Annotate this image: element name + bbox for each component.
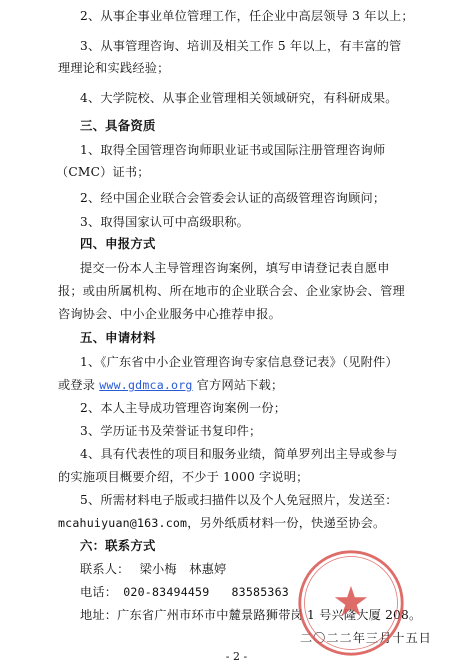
issue-date: 二〇二二年三月十五日	[300, 631, 432, 645]
paragraph-line: 3、取得国家认可中高级职称。	[80, 215, 249, 229]
website-suffix: 官方网站下载；	[192, 378, 284, 392]
paragraph-line: 3、从事管理咨询、培训及相关工作 5 年以上，有丰富的管	[80, 39, 402, 53]
website-link[interactable]: www.gdmca.org	[99, 378, 193, 392]
paragraph-line: 4、大学院校、从事企业管理相关领域研究，有科研成果。	[80, 91, 398, 105]
website-prefix: 或登录	[58, 378, 100, 392]
paragraph-line: 2、经中国企业联合会管委会认证的高级管理咨询顾问；	[80, 191, 386, 205]
paragraph-line: 1、取得全国管理咨询师职业证书或国际注册管理咨询师	[80, 143, 386, 157]
paragraph-line: 3、学历证书及荣誉证书复印件；	[80, 424, 262, 438]
contact-person-names: 梁小梅 林惠婷	[139, 562, 227, 576]
paragraph-line: 咨询协会、中小企业服务中心推荐申报。	[58, 307, 281, 321]
paragraph-line: 理理论和实践经验；	[58, 61, 170, 75]
paragraph-line: 提交一份本人主导管理咨询案例，填写申请登记表自愿申	[80, 261, 390, 275]
paragraph-line: 2、从事企事业单位管理工作，任企业中高层领导 3 年以上；	[80, 9, 414, 23]
paragraph-line: 5、所需材料电子版或扫描件以及个人免冠照片，发送至：	[80, 493, 398, 507]
phone-number-1[interactable]: 020-83494459	[123, 585, 210, 599]
phone-number-2[interactable]: 83585363	[231, 585, 289, 599]
phone-line	[80, 584, 289, 600]
section-heading: 四、申报方式	[80, 236, 156, 251]
page-number: - 2 -	[225, 650, 248, 663]
section-heading: 五、申请材料	[80, 330, 156, 345]
section-heading: 三、具备资质	[80, 118, 156, 133]
paragraph-line: 的实施项目概要介绍，不少于 1000 字说明；	[58, 470, 309, 484]
contact-person-label: 联系人：	[80, 562, 130, 576]
email-address[interactable]: mcahuiyuan@163.com	[58, 516, 188, 530]
email-suffix: ，另外纸质材料一份，快递至协会。	[187, 516, 386, 530]
paragraph-line: 报；或由所属机构、所在地市的企业联合会、企业家协会、管理	[58, 284, 405, 298]
section-heading: 六：联系方式	[80, 538, 156, 553]
phone-label: 电话：	[80, 585, 118, 599]
paragraph-line: （CMC）证书；	[56, 165, 150, 179]
address-line: 地址：广东省广州市环市中麓景路狮带岗 1 号兴隆大厦 208。	[80, 608, 422, 622]
paragraph-line: 2、本人主导成功管理咨询案例一份；	[80, 401, 287, 415]
official-seal-icon	[296, 548, 406, 658]
paragraph-line: 4、具有代表性的项目和服务业绩，简单罗列出主导或参与	[80, 447, 398, 461]
paragraph-line: 1、《广东省中小企业管理咨询专家信息登记表》（见附件）	[80, 355, 398, 369]
